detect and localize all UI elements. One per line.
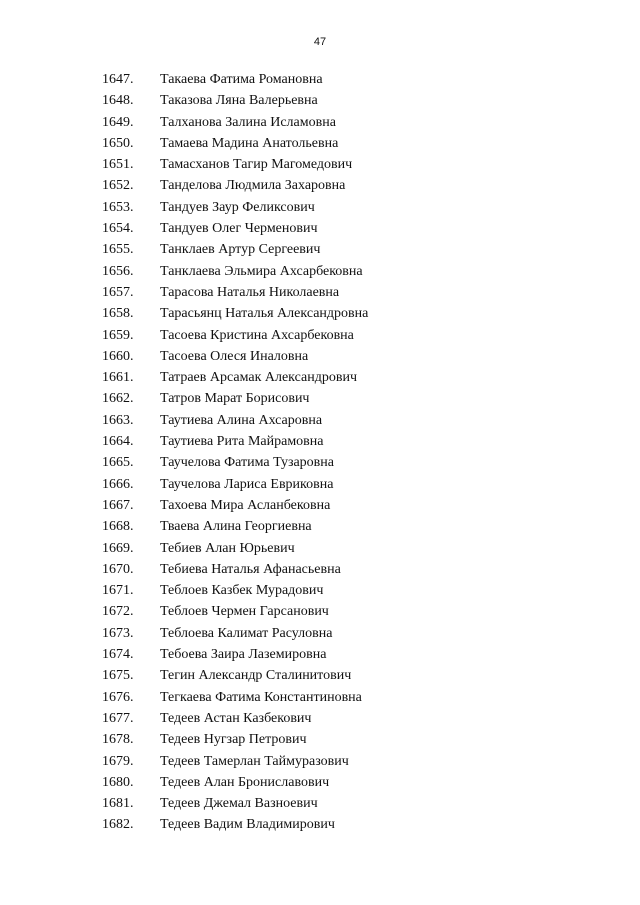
list-item <box>0 687 640 708</box>
list-item <box>0 388 640 409</box>
list-item <box>0 772 640 793</box>
entry-name: Татраев Арсамак Александрович <box>160 370 357 386</box>
entry-number: 1652. <box>102 178 134 194</box>
list-item <box>0 154 640 175</box>
entry-number: 1681. <box>102 796 134 812</box>
list-item <box>0 133 640 154</box>
entry-number: 1679. <box>102 753 134 769</box>
entry-number: 1654. <box>102 221 134 237</box>
entry-name: Тандуев Олег Черменович <box>160 221 318 237</box>
list-item <box>0 708 640 729</box>
entry-number: 1668. <box>102 519 134 535</box>
entry-name: Таучелова Лариса Евриковна <box>160 476 334 492</box>
entry-number: 1674. <box>102 647 134 663</box>
list-item <box>0 69 640 90</box>
list-item <box>0 751 640 772</box>
entry-number: 1665. <box>102 455 134 471</box>
list-item <box>0 644 640 665</box>
entry-number: 1673. <box>102 625 134 641</box>
list-item <box>0 580 640 601</box>
list-item <box>0 729 640 750</box>
list-item <box>0 367 640 388</box>
entry-number: 1669. <box>102 540 134 556</box>
entry-name: Тегкаева Фатима Константиновна <box>160 689 362 705</box>
list-item <box>0 197 640 218</box>
entry-name: Теблоев Казбек Мурадович <box>160 583 324 599</box>
list-item <box>0 538 640 559</box>
list-item <box>0 218 640 239</box>
page-number: 47 <box>313 36 327 48</box>
list-item <box>0 474 640 495</box>
entry-name: Тасоева Олеся Иналовна <box>160 348 309 364</box>
list-item <box>0 601 640 622</box>
entry-name: Теблоев Чермен Гарсанович <box>160 604 329 620</box>
list-item <box>0 665 640 686</box>
list-item <box>0 452 640 473</box>
entry-name: Тамаева Мадина Анатольевна <box>160 135 339 151</box>
entry-name: Тебиев Алан Юрьевич <box>160 540 295 556</box>
entry-name: Тваева Алина Георгиевна <box>160 519 312 535</box>
entry-number: 1670. <box>102 561 134 577</box>
entry-name: Татров Марат Борисович <box>160 391 310 407</box>
list-item <box>0 623 640 644</box>
entry-number: 1650. <box>102 135 134 151</box>
list-item <box>0 175 640 196</box>
list-item <box>0 431 640 452</box>
entry-number: 1653. <box>102 199 134 215</box>
entry-name: Тедеев Тамерлан Таймуразович <box>160 753 349 769</box>
entry-name: Тасоева Кристина Ахсарбековна <box>160 327 354 343</box>
entry-number: 1659. <box>102 327 134 343</box>
entry-name: Танделова Людмила Захаровна <box>160 178 346 194</box>
entry-number: 1675. <box>102 668 134 684</box>
entry-number: 1651. <box>102 157 134 173</box>
entry-name: Тебиева Наталья Афанасьевна <box>160 561 341 577</box>
entry-name: Тебоева Заира Лаземировна <box>160 647 327 663</box>
entry-name: Тедеев Астан Казбекович <box>160 710 312 726</box>
entry-number: 1672. <box>102 604 134 620</box>
entry-name: Танклаев Артур Сергеевич <box>160 242 321 258</box>
entry-name: Такаева Фатима Романовна <box>160 72 323 87</box>
list-item <box>0 282 640 303</box>
entry-number: 1666. <box>102 476 134 492</box>
entry-number: 1663. <box>102 412 134 428</box>
entry-number: 1664. <box>102 434 134 450</box>
entry-number: 1649. <box>102 114 134 130</box>
entry-number: 1680. <box>102 774 134 790</box>
entry-name: Тедеев Джемал Вазноевич <box>160 796 318 812</box>
list-item <box>0 410 640 431</box>
entry-name: Тахоева Мира Асланбековна <box>160 497 331 513</box>
list-item <box>0 559 640 580</box>
entry-number: 1660. <box>102 348 134 364</box>
entry-number: 1678. <box>102 732 134 748</box>
list-item <box>0 814 640 835</box>
entry-name: Тандуев Заур Феликсович <box>160 199 315 215</box>
entry-name: Тарасьянц Наталья Александровна <box>160 306 369 322</box>
list-item <box>0 303 640 324</box>
list-item <box>0 793 640 814</box>
list-item <box>0 239 640 260</box>
entry-name: Таказова Ляна Валерьевна <box>160 93 318 109</box>
entry-name: Таутиева Рита Майрамовна <box>160 434 324 450</box>
entry-name: Тарасова Наталья Николаевна <box>160 284 340 300</box>
list-item <box>0 495 640 516</box>
list-item <box>0 112 640 133</box>
entry-number: 1658. <box>102 306 134 322</box>
entry-name: Теблоева Калимат Расуловна <box>160 625 333 641</box>
entry-number: 1682. <box>102 817 134 833</box>
entry-number: 1647. <box>102 72 134 87</box>
entry-number: 1661. <box>102 370 134 386</box>
list-item <box>0 516 640 537</box>
entry-number: 1671. <box>102 583 134 599</box>
name-list <box>0 69 640 836</box>
list-item <box>0 346 640 367</box>
entry-name: Талханова Залина Исламовна <box>160 114 336 130</box>
list-item <box>0 90 640 111</box>
entry-name: Таучелова Фатима Тузаровна <box>160 455 335 471</box>
entry-name: Танклаева Эльмира Ахсарбековна <box>160 263 363 279</box>
entry-number: 1677. <box>102 710 134 726</box>
entry-number: 1648. <box>102 93 134 109</box>
entry-name: Тедеев Алан Брониславович <box>160 774 330 790</box>
list-item <box>0 261 640 282</box>
entry-number: 1657. <box>102 284 134 300</box>
entry-number: 1676. <box>102 689 134 705</box>
entry-number: 1656. <box>102 263 134 279</box>
entry-name: Таутиева Алина Ахсаровна <box>160 412 323 428</box>
entry-number: 1655. <box>102 242 134 258</box>
entry-name: Тегин Александр Сталинитович <box>160 668 352 684</box>
entry-name: Тамасханов Тагир Магомедович <box>160 157 353 173</box>
entry-number: 1667. <box>102 497 134 513</box>
entry-number: 1662. <box>102 391 134 407</box>
entry-name: Тедеев Вадим Владимирович <box>160 817 335 833</box>
list-item <box>0 325 640 346</box>
entry-name: Тедеев Нугзар Петрович <box>160 732 307 748</box>
